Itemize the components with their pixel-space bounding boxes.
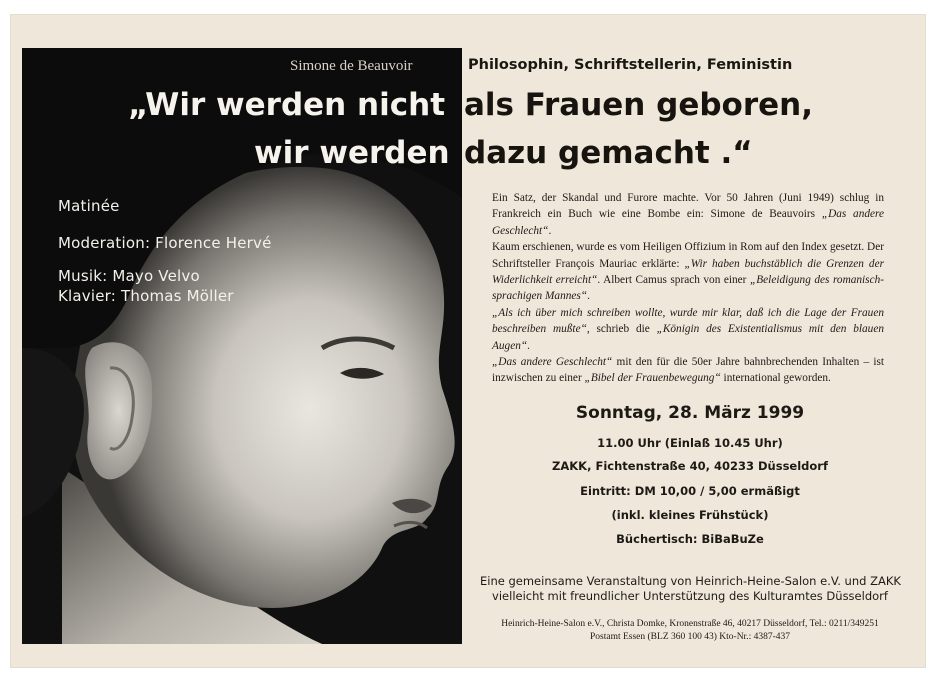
quote-line2-part2: dazu gemacht .“ [464,135,753,171]
event-time: 11.00 Uhr (Einlaß 10.45 Uhr) [597,436,783,450]
article-text [492,190,884,387]
event-breakfast: (inkl. kleines Frühstück) [611,508,769,522]
quote-line1-part1: „Wir werden nicht [128,87,446,123]
article-paragraph-3: „Als ich über mich schreiben wollte, wurde mir klar, daß ich die Lage der Frauen beschreiben mußte“, schrieb die „Königin des Existentialismus mit den blauen Augen“. [492,306,884,352]
subject-roles: Philosophin, Schriftstellerin, Feministin [468,57,793,73]
program-piano: Klavier: Thomas Möller [58,287,234,305]
quote-line1-part2: als Frauen geboren, [464,87,814,123]
contact-line2: Postamt Essen (BLZ 360 100 43) Kto-Nr.: 4387-437 [589,632,790,642]
program-matinee: Matinée [58,197,120,215]
event-books: Büchertisch: BiBaBuZe [616,532,764,546]
program-moderation: Moderation: Florence Hervé [58,234,272,252]
subject-name: Simone de Beauvoir [290,58,413,74]
organizers-line2: vielleicht mit freundlicher Unterstützung des Kulturamtes Düsseldorf [492,589,888,603]
article-paragraph-2: Kaum erschienen, wurde es vom Heiligen Offizium in Rom auf den Index gesetzt. Der Schriftsteller François Mauriac erklärte: „Wir haben buchstäblich die Grenzen der Widerlichkeit erreicht“. Albert Camus sprach von einer „Beleidigung des romanisch-sprachigen Mannes“. [492,241,884,303]
contact-line1: Heinrich-Heine-Salon e.V., Christa Domke, Kronenstraße 46, 40217 Düsseldorf, Tel.: 0211/349251 [501,619,879,629]
article-paragraph-4: „Das andere Geschlecht“ mit den für die 50er Jahre bahnbrechenden Inhalten – ist inzwischen zu einer „Bibel der Frauenbewegung“ international geworden. [492,356,884,385]
organizers-line1: Eine gemeinsame Veranstaltung von Heinrich-Heine-Salon e.V. und ZAKK [480,574,901,588]
event-venue: ZAKK, Fichtenstraße 40, 40233 Düsseldorf [552,459,828,473]
event-date: Sonntag, 28. März 1999 [575,403,805,423]
article-paragraph-1: Ein Satz, der Skandal und Furore machte. Vor 50 Jahren (Juni 1949) schlug in Frankreich ein Buch wie eine Bombe ein: Simone de Beauvoirs „Das andere Geschlecht“. [492,192,885,237]
event-admission: Eintritt: DM 10,00 / 5,00 ermäßigt [580,484,800,498]
program-music: Musik: Mayo Velvo [58,267,200,285]
quote-line2-part1: wir werden [254,135,450,171]
